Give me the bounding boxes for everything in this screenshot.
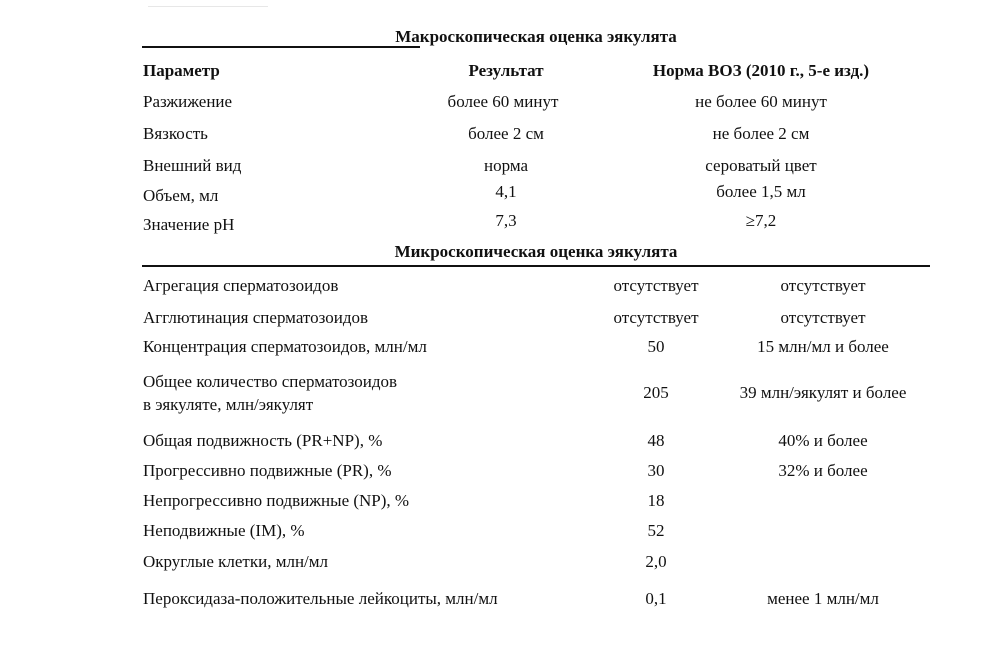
micro-row-7-parameter: Непрогрессивно подвижные (NP), % xyxy=(143,491,410,510)
header-parameter: Параметр xyxy=(143,61,220,80)
micro-row-1-parameter: Агрегация сперматозоидов xyxy=(143,276,339,295)
macro-row-1-norm: не более 60 минут xyxy=(695,92,827,111)
macro-row-3-result: норма xyxy=(483,156,529,175)
micro-row-9-result: 2,0 xyxy=(645,552,667,571)
micro-row-8-parameter: Неподвижные (IM), % xyxy=(143,521,305,540)
macro-section-title: Макроскопическая оценка эякулята xyxy=(395,27,677,46)
micro-row-2-parameter: Агглютинация сперматозоидов xyxy=(143,308,369,327)
macro-title-rule xyxy=(142,46,420,48)
micro-row-2-result: отсутствует xyxy=(613,308,699,327)
macro-row-5-norm: ≥7,2 xyxy=(745,211,777,230)
micro-title-rule xyxy=(142,265,930,267)
micro-row-4-norm: 39 млн/эякулят и более xyxy=(739,383,907,402)
micro-row-1-norm: отсутствует xyxy=(780,276,866,295)
micro-row-7-result: 18 xyxy=(647,491,665,510)
micro-row-10-norm: менее 1 млн/мл xyxy=(767,589,879,608)
macro-row-4-result: 4,1 xyxy=(495,182,517,201)
micro-row-3-parameter: Концентрация сперматозоидов, млн/мл xyxy=(143,337,427,356)
micro-row-1-result: отсутствует xyxy=(613,276,699,295)
header-result: Результат xyxy=(468,61,544,80)
macro-row-3-norm: сероватый цвет xyxy=(705,156,817,175)
micro-row-3-result: 50 xyxy=(647,337,665,356)
micro-row-6-result: 30 xyxy=(647,461,665,480)
macro-row-2-result: более 2 см xyxy=(468,124,544,143)
micro-row-4-parameter-line1: Общее количество сперматозоидов xyxy=(143,372,398,391)
micro-row-9-parameter: Округлые клетки, млн/мл xyxy=(143,552,328,571)
macro-row-1-result: более 60 минут xyxy=(447,92,559,111)
macro-row-3-parameter: Внешний вид xyxy=(143,156,242,175)
micro-row-6-parameter: Прогрессивно подвижные (PR), % xyxy=(143,461,392,480)
micro-row-5-parameter: Общая подвижность (PR+NP), % xyxy=(143,431,383,450)
macro-row-1-parameter: Разжижение xyxy=(143,92,233,111)
micro-row-10-result: 0,1 xyxy=(645,589,667,608)
micro-row-5-result: 48 xyxy=(647,431,665,450)
header-norm: Норма ВОЗ (2010 г., 5-е изд.) xyxy=(652,61,870,80)
micro-row-6-norm: 32% и более xyxy=(778,461,868,480)
macro-row-2-parameter: Вязкость xyxy=(143,124,208,143)
micro-row-3-norm: 15 млн/мл и более xyxy=(757,337,889,356)
macro-row-2-norm: не более 2 см xyxy=(712,124,810,143)
macro-row-5-result: 7,3 xyxy=(495,211,517,230)
macro-row-5-parameter: Значение pH xyxy=(143,215,235,234)
micro-row-10-parameter: Пероксидаза-положительные лейкоциты, млн/мл xyxy=(143,589,498,608)
micro-row-4-result: 205 xyxy=(643,383,669,402)
micro-section-title: Микроскопическая оценка эякулята xyxy=(394,242,678,261)
macro-row-4-parameter: Объем, мл xyxy=(143,186,219,205)
top-edge-mark xyxy=(148,0,268,7)
micro-row-2-norm: отсутствует xyxy=(780,308,866,327)
micro-row-8-result: 52 xyxy=(647,521,665,540)
micro-row-4-parameter-line2: в эякуляте, млн/эякулят xyxy=(143,395,314,414)
micro-row-5-norm: 40% и более xyxy=(778,431,868,450)
macro-row-4-norm: более 1,5 мл xyxy=(716,182,806,201)
